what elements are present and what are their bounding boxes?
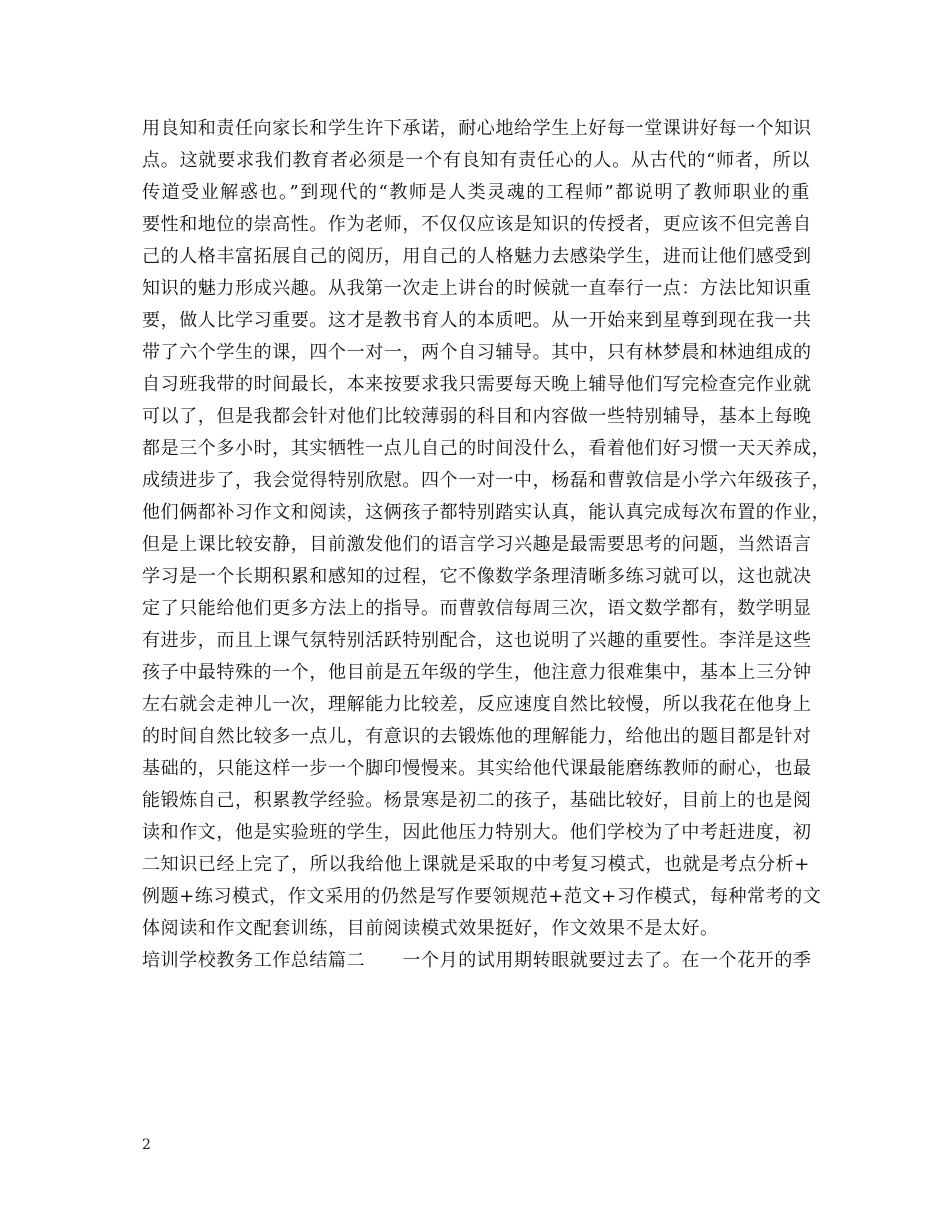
text-line: 自习班我带的时间最长，本来按要求我只需要每天晚上辅导他们写完检查完作业就: [142, 374, 812, 395]
text-line: 学习是一个长期积累和感知的过程，它不像数学条理清晰多练习就可以，这也就决: [142, 566, 812, 587]
text-line: 用良知和责任向家长和学生许下承诺，耐心地给学生上好每一堂课讲好每一个知识: [142, 118, 812, 139]
page-number: 2: [142, 1137, 151, 1153]
text-line: 定了只能给他们更多方法上的指导。而曹敦信每周三次，语文数学都有，数学明显: [142, 598, 812, 619]
text-line: 都是三个多小时，其实牺牲一点儿自己的时间没什么，看着他们好习惯一天天养成，: [142, 438, 831, 459]
text-line: 点。这就要求我们教育者必须是一个有良知有责任心的人。从古代的“师者，所以: [142, 150, 810, 171]
text-line: 有进步，而且上课气氛特别活跃特别配合，这也说明了兴趣的重要性。李洋是这些: [142, 630, 812, 651]
text-line: 的时间自然比较多一点儿，有意识的去锻炼他的理解能力，给他出的题目都是针对: [142, 726, 812, 747]
section-heading-line: 培训学校教务工作总结篇二 一个月的试用期转眼就要过去了。在一个花开的季: [142, 950, 812, 971]
text-line: 左右就会走神儿一次，理解能力比较差，反应速度自然比较慢，所以我花在他身上: [142, 694, 812, 715]
text-line: 知识的魅力形成兴趣。从我第一次走上讲台的时候就一直奉行一点：方法比知识重: [142, 278, 812, 299]
text-line: 二知识已经上完了，所以我给他上课就是采取的中考复习模式，也就是考点分析+: [142, 854, 810, 875]
text-line: 要，做人比学习重要。这才是教书育人的本质吧。从一开始来到星尊到现在我一共: [142, 310, 812, 331]
text-line: 他们俩都补习作文和阅读，这俩孩子都特别踏实认真，能认真完成每次布置的作业，: [142, 502, 831, 523]
paragraph-end-line: 体阅读和作文配套训练，目前阅读模式效果挺好，作文效果不是太好。: [142, 918, 719, 939]
text-line: 传道受业解惑也。”到现代的“教师是人类灵魂的工程师”都说明了教师职业的重: [142, 182, 810, 203]
text-line: 读和作文，他是实验班的学生，因此他压力特别大。他们学校为了中考赶进度，初: [142, 822, 812, 843]
text-line: 可以了，但是我都会针对他们比较薄弱的科目和内容做一些特别辅导，基本上每晚: [142, 406, 812, 427]
text-line: 孩子中最特殊的一个，他目前是五年级的学生，他注意力很难集中，基本上三分钟: [142, 662, 812, 683]
text-line: 但是上课比较安静，目前激发他们的语言学习兴趣是最需要思考的问题，当然语言: [142, 534, 812, 555]
text-line: 能锻炼自己，积累教学经验。杨景寒是初二的孩子，基础比较好，目前上的也是阅: [142, 790, 812, 811]
text-line: 要性和地位的崇高性。作为老师，不仅仅应该是知识的传授者，更应该不但完善自: [142, 214, 812, 235]
text-line: 基础的，只能这样一步一个脚印慢慢来。其实给他代课最能磨练教师的耐心，也最: [142, 758, 812, 779]
text-line: 例题+练习模式，作文采用的仍然是写作要领规范+范文+习作模式，每种常考的文: [142, 886, 822, 907]
document-body: [142, 113, 831, 977]
text-line: 成绩进步了，我会觉得特别欣慰。四个一对一中，杨磊和曹敦信是小学六年级孩子，: [142, 470, 831, 491]
text-line: 带了六个学生的课，四个一对一，两个自习辅导。其中，只有林梦晨和林迪组成的: [142, 342, 812, 363]
text-line: 己的人格丰富拓展自己的阅历，用自己的人格魅力去感染学生，进而让他们感受到: [142, 246, 812, 267]
